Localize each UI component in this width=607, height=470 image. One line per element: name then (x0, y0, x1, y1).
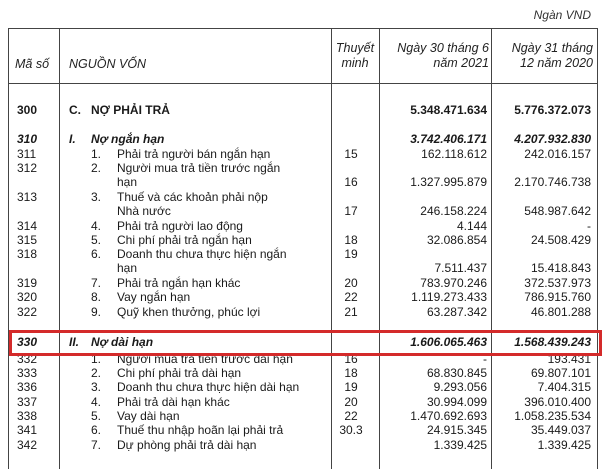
row-code: 341 (17, 423, 38, 437)
row-value-2020: 46.801.288 (530, 305, 591, 319)
row-label: hạn (117, 175, 138, 189)
row-value-2021: 1.470.692.693 (410, 409, 487, 423)
row-code: 336 (17, 380, 38, 394)
row-code: 318 (17, 247, 38, 261)
row-value-2021: 1.606.065.463 (410, 335, 487, 349)
row-value-2021: 3.742.406.171 (410, 132, 487, 146)
row-code: 330 (17, 335, 38, 349)
row-value-2021: 68.830.845 (426, 366, 487, 380)
table-row (9, 423, 597, 437)
row-item-number: 5. (91, 233, 102, 247)
row-note: 17 (344, 204, 358, 218)
row-value-2021: 783.970.246 (420, 276, 487, 290)
row-code: 338 (17, 409, 38, 423)
row-value-2020: 2.170.746.738 (514, 175, 591, 189)
header-col-2021-line1: Ngày 30 tháng 6 (397, 41, 489, 55)
row-code: 322 (17, 305, 38, 319)
table-row (9, 147, 597, 161)
row-code: 320 (17, 290, 38, 304)
row-item-number: 3. (91, 190, 102, 204)
row-value-2020: 1.058.235.534 (514, 409, 591, 423)
table-row (9, 305, 597, 319)
table-row (9, 103, 597, 117)
row-value-2020: 5.776.372.073 (514, 103, 591, 117)
row-code: 314 (17, 219, 38, 233)
row-label: Thuế và các khoản phải nộp (117, 190, 268, 204)
balance-sheet-table (8, 28, 598, 469)
header-col-2021-line2: năm 2021 (433, 56, 489, 70)
row-value-2021: 32.086.854 (426, 233, 487, 247)
row-item-number: 9. (91, 305, 102, 319)
row-label: Vay ngắn hạn (117, 290, 191, 304)
row-label: Nhà nước (117, 204, 171, 218)
row-label: Doanh thu chưa thực hiện dài hạn (117, 380, 300, 394)
highlight-box (9, 330, 602, 356)
row-value-2021: - (483, 352, 487, 366)
table-row (9, 290, 597, 304)
row-item-number: 1. (91, 147, 102, 161)
table-row (9, 233, 597, 247)
row-value-2020: 193.431 (547, 352, 591, 366)
table-row (9, 380, 597, 394)
row-label: Chi phí phải trả dài hạn (117, 366, 242, 380)
row-item-number: II. (69, 335, 80, 349)
row-value-2020: 7.404.315 (537, 380, 591, 394)
row-code: 332 (17, 352, 38, 366)
row-note: 20 (344, 395, 358, 409)
table-row (9, 276, 597, 290)
row-label: Dự phòng phải trả dài hạn (117, 438, 257, 452)
row-value-2021: 1.119.273.433 (411, 290, 487, 304)
row-note: 16 (344, 352, 358, 366)
row-label: Người mua trả tiền trước ngắn (117, 161, 281, 175)
row-value-2020: 242.016.157 (524, 147, 591, 161)
row-item-number: 1. (91, 352, 102, 366)
row-code: 310 (17, 132, 38, 146)
row-label: Phải trả ngắn hạn khác (117, 276, 241, 290)
row-code: 333 (17, 366, 38, 380)
row-note: 20 (344, 276, 358, 290)
row-value-2021: 1.339.425 (433, 438, 487, 452)
row-value-2020: 1.339.425 (537, 438, 591, 452)
table-row (9, 175, 597, 189)
row-value-2020: 15.418.843 (530, 261, 591, 275)
row-code: 312 (17, 161, 38, 175)
row-value-2020: 786.915.760 (524, 290, 591, 304)
row-note: 15 (344, 147, 358, 161)
row-item-number: C. (69, 103, 81, 117)
row-value-2020: 24.508.429 (530, 233, 591, 247)
row-label: NỢ PHẢI TRẢ (91, 103, 170, 117)
currency-unit-label: Ngàn VND (533, 8, 591, 22)
table-row (9, 366, 597, 380)
row-item-number: 4. (91, 219, 102, 233)
row-label: Chi phí phải trả ngắn hạn (117, 233, 252, 247)
row-value-2020: 396.010.400 (524, 395, 591, 409)
table-row (9, 204, 597, 218)
row-item-number: 7. (91, 438, 102, 452)
row-value-2021: 4.144 (456, 219, 487, 233)
header-code: Mã số (15, 57, 50, 71)
row-item-number: 7. (91, 276, 102, 290)
row-note: 22 (344, 409, 358, 423)
table-row (9, 261, 597, 275)
row-label: Phải trả người lao động (117, 219, 243, 233)
table-row (9, 395, 597, 409)
row-item-number: 5. (91, 409, 102, 423)
row-value-2020: 372.537.973 (524, 276, 591, 290)
row-item-number: I. (69, 132, 76, 146)
row-item-number: 6. (91, 247, 102, 261)
row-value-2021: 7.511.437 (434, 261, 487, 275)
row-item-number: 2. (91, 161, 102, 175)
table-row (9, 219, 597, 233)
table-row (9, 247, 597, 261)
row-value-2021: 30.994.099 (426, 395, 487, 409)
row-label: Người mua trả tiền trước dài hạn (117, 352, 293, 366)
row-note: 18 (344, 233, 358, 247)
row-note: 18 (344, 366, 358, 380)
row-value-2021: 24.915.345 (426, 423, 487, 437)
table-row (9, 409, 597, 423)
row-value-2020: 1.568.439.243 (514, 335, 591, 349)
header-note-line1: Thuyết (335, 41, 375, 55)
row-value-2020: 69.807.101 (530, 366, 591, 380)
row-value-2021: 246.158.224 (420, 204, 487, 218)
header-col-2020-line2: 12 năm 2020 (520, 56, 593, 70)
row-code: 337 (17, 395, 38, 409)
row-value-2021: 162.118.612 (421, 147, 487, 161)
row-value-2021: 63.287.342 (426, 305, 487, 319)
row-value-2020: 548.987.642 (524, 204, 591, 218)
table-row (9, 438, 597, 452)
row-label: Nợ dài hạn (91, 335, 154, 349)
header-source: NGUỒN VỐN (69, 57, 147, 71)
table-row (9, 132, 597, 146)
row-label: Thuế thu nhập hoãn lại phải trả (117, 423, 284, 437)
row-label: hạn (117, 261, 138, 275)
header-note (331, 41, 379, 71)
table-row (9, 161, 597, 175)
row-code: 342 (17, 438, 38, 452)
row-label: Phải trả người bán ngắn hạn (117, 147, 271, 161)
row-label: Quỹ khen thưởng, phúc lợi (117, 305, 261, 319)
row-label: Vay dài hạn (117, 409, 180, 423)
row-value-2020: - (587, 219, 591, 233)
row-note: 16 (344, 175, 358, 189)
row-value-2021: 9.293.056 (433, 380, 487, 394)
row-note: 19 (344, 380, 358, 394)
row-label: Doanh thu chưa thực hiện ngắn (117, 247, 287, 261)
header-col-2020-line1: Ngày 31 tháng (511, 41, 593, 55)
row-item-number: 4. (91, 395, 102, 409)
row-code: 319 (17, 276, 38, 290)
row-code: 311 (17, 147, 37, 161)
row-note: 21 (344, 305, 358, 319)
header-divider (9, 83, 597, 84)
table-row (9, 190, 597, 204)
header-note-line2: minh (341, 56, 369, 70)
row-note: 19 (344, 247, 358, 261)
row-note: 22 (344, 290, 358, 304)
row-item-number: 3. (91, 380, 102, 394)
row-value-2021: 5.348.471.634 (410, 103, 487, 117)
row-item-number: 8. (91, 290, 102, 304)
row-item-number: 2. (91, 366, 102, 380)
row-code: 313 (17, 190, 38, 204)
row-note: 30.3 (339, 423, 363, 437)
row-value-2020: 35.449.037 (530, 423, 591, 437)
row-label: Phải trả dài hạn khác (117, 395, 230, 409)
header-col-2020 (491, 41, 593, 71)
row-item-number: 6. (91, 423, 102, 437)
row-code: 315 (17, 233, 38, 247)
row-value-2021: 1.327.995.879 (410, 175, 487, 189)
row-value-2020: 4.207.932.830 (514, 132, 591, 146)
row-code: 300 (17, 103, 38, 117)
header-col-2021 (379, 41, 489, 71)
row-label: Nợ ngắn hạn (91, 132, 165, 146)
